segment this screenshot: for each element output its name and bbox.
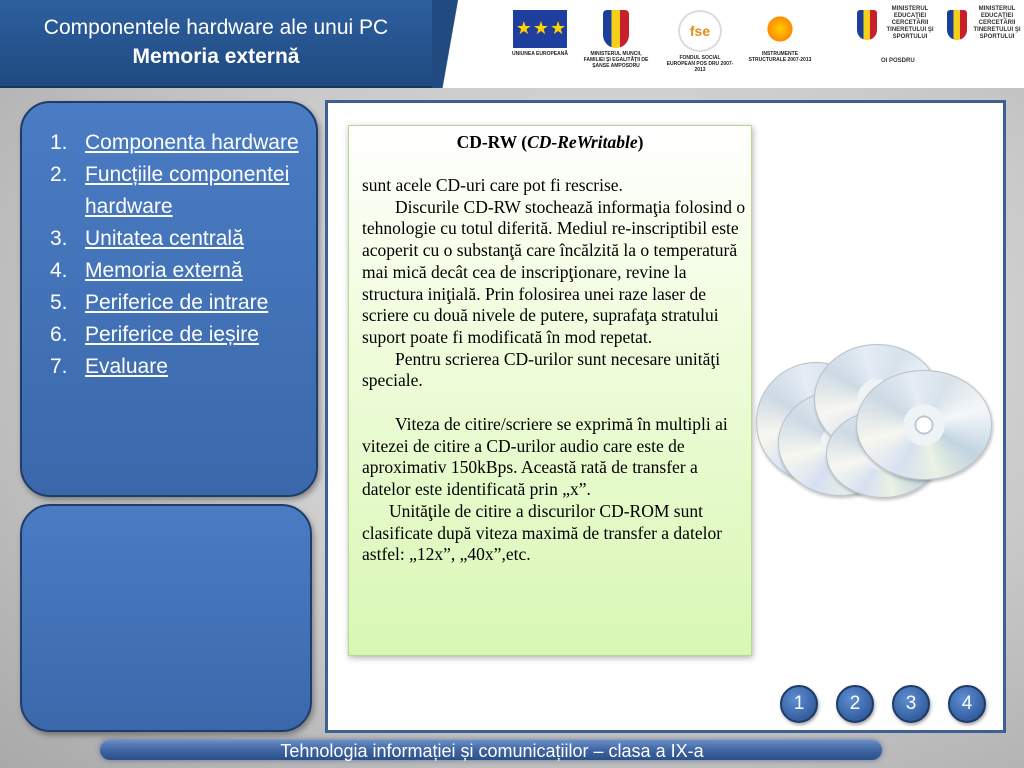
ministry-crest-icon xyxy=(857,10,877,40)
structural-instruments-icon: INSTRUMENTE STRUCTURALE 2007-2013 xyxy=(745,10,815,63)
nav-item: 6. Periferice de ieșire xyxy=(50,319,310,351)
paragraph: Pentru scrierea CD-urilor sunt necesare unităţi speciale. xyxy=(362,348,721,391)
nav-item: 4. Memoria externă xyxy=(50,255,310,287)
header-bar xyxy=(0,0,1024,88)
paragraph: Unităţile de citire a discurilor CD-ROM sunt clasificate după viteza maximă de transfer a datelor astfel: „12x”, „40x”,etc. xyxy=(362,500,723,565)
disc xyxy=(856,370,992,480)
title-swoosh xyxy=(432,0,502,88)
navigation-panel xyxy=(20,101,318,497)
eu-flag-icon: ★ ★ ★ UNIUNEA EUROPEANĂ xyxy=(505,10,575,57)
content-heading: CD-RW (CD-ReWritable) xyxy=(456,132,644,152)
nav-link-functiile-componentei[interactable]: Funcțiile componentei hardware xyxy=(85,163,290,218)
footer-text: Tehnologia informației și comunicațiilor – clasa a IX-a xyxy=(280,741,704,761)
nav-link-componenta-hardware[interactable]: Componenta hardware xyxy=(85,131,299,154)
nav-item: 2. Funcțiile componentei hardware xyxy=(50,159,310,223)
page-button-4[interactable]: 4 xyxy=(948,685,986,723)
fse-logo-icon: fse FONDUL SOCIAL EUROPEAN POS DRU 2007-2013 xyxy=(665,10,735,73)
paragraph: Discurile CD-RW stochează informaţia folosind o tehnologie cu totul diferită. Mediul re-inscriptibil este acoperit cu o substanţă care încălzită la o temperatură mai mică decât cea de inscripţionare, revine la structura iniţială. Prin folosirea unei raze laser de scriere cu două nivele de putere, suprafaţa stratului suport poate fi modificată în mod repetat. xyxy=(362,196,746,347)
paragraph: Viteza de citire/scriere se exprimă în multipli ai vitezei de citire a CD-urilor audio care este de aproximativ 150kBps. Această rată de transfer a datelor este identificată prin „x”. xyxy=(362,414,728,500)
cd-rw-text-box xyxy=(348,125,752,656)
romania-crest-icon: MINISTERUL MUNCII, FAMILIEI ŞI EGALITĂŢII DE ŞANSE AMPOSDRU xyxy=(581,10,651,69)
nav-list xyxy=(50,127,310,383)
page-button-3[interactable]: 3 xyxy=(892,685,930,723)
nav-link-periferice-iesire[interactable]: Periferice de ieșire xyxy=(85,323,259,346)
slide-subtitle: Memoria externă xyxy=(132,45,300,68)
empty-side-panel xyxy=(20,504,312,732)
ministry-logo-1: MINISTERUL EDUCAŢIEI CERCETĂRII TINERETULUI ŞI SPORTULUI OI POSDRU xyxy=(855,6,941,66)
slide-title-box xyxy=(0,0,432,88)
nav-item: 1. Componenta hardware xyxy=(50,127,310,159)
nav-item: 3. Unitatea centrală xyxy=(50,223,310,255)
nav-link-evaluare[interactable]: Evaluare xyxy=(85,355,168,378)
nav-link-memoria-externa[interactable]: Memoria externă xyxy=(85,259,243,282)
nav-item: 7. Evaluare xyxy=(50,351,310,383)
nav-link-unitatea-centrala[interactable]: Unitatea centrală xyxy=(85,227,244,250)
nav-link-periferice-intrare[interactable]: Periferice de intrare xyxy=(85,291,269,314)
content-body xyxy=(362,175,747,566)
page-button-2[interactable]: 2 xyxy=(836,685,874,723)
slide-title: Componentele hardware ale unui PC xyxy=(43,16,389,39)
page-button-1[interactable]: 1 xyxy=(780,685,818,723)
ministry-logo-2: MINISTERUL EDUCAŢIEI CERCETĂRII TINERETULUI ŞI SPORTULUI xyxy=(945,6,1023,66)
cd-stack-icon xyxy=(748,340,998,500)
ministry-crest-icon xyxy=(947,10,967,40)
paragraph: sunt acele CD-uri care pot fi rescrise. xyxy=(362,175,623,195)
nav-item: 5. Periferice de intrare xyxy=(50,287,310,319)
